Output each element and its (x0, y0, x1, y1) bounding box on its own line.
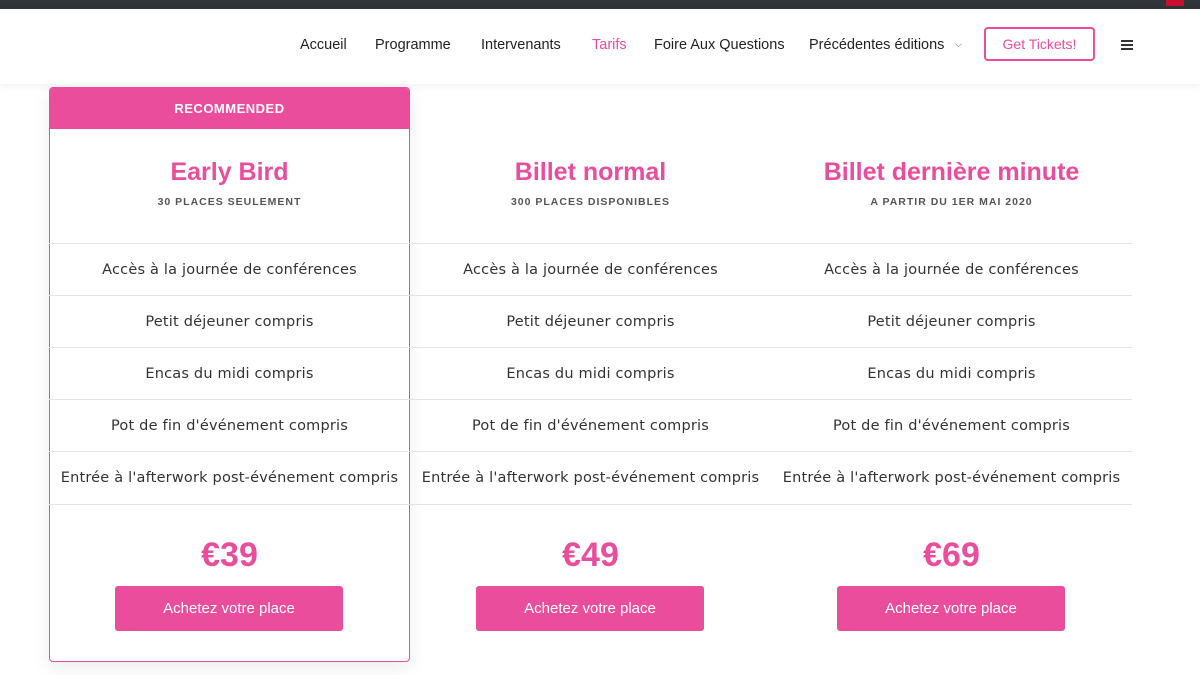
plan-title: Billet dernière minute (823, 158, 1080, 186)
plan-feature: Accès à la journée de conférences (410, 243, 771, 295)
plan-feature: Encas du midi compris (410, 347, 771, 399)
nav-item-accueil[interactable]: Accueil (300, 37, 347, 53)
chevron-down-icon[interactable]: ⌵ (955, 40, 962, 50)
nav-item-programme[interactable]: Programme (375, 37, 451, 53)
plan-feature: Encas du midi compris (771, 347, 1132, 399)
plan-feature: Pot de fin d'événement compris (410, 399, 771, 451)
pricing-plan-billet-normal (410, 0, 771, 675)
plan-title: Early Bird (170, 158, 289, 186)
nav-item-intervenants[interactable]: Intervenants (481, 37, 561, 53)
buy-button[interactable]: Achetez votre place (115, 586, 343, 631)
plan-feature: Encas du midi compris (49, 347, 410, 399)
plan-title: Billet normal (514, 158, 667, 186)
plan-feature: Pot de fin d'événement compris (771, 399, 1132, 451)
plan-price: €49 (562, 536, 619, 574)
plan-price: €39 (201, 536, 258, 574)
plan-subtitle: A PARTIR DU 1ER MAI 2020 (870, 196, 1033, 208)
pricing-plan-early-bird (49, 0, 410, 675)
plan-feature: Accès à la journée de conférences (49, 243, 410, 295)
plan-subtitle: 30 PLACES SEULEMENT (157, 196, 302, 208)
plan-feature: Entrée à l'afterwork post-événement compris (771, 451, 1132, 505)
plan-feature: Accès à la journée de conférences (771, 243, 1132, 295)
plan-feature: Entrée à l'afterwork post-événement compris (410, 451, 771, 505)
get-tickets-button[interactable]: Get Tickets! (984, 27, 1095, 61)
nav-item-precedentes-editions[interactable]: Précédentes éditions (809, 37, 945, 53)
plan-feature: Petit déjeuner compris (771, 295, 1132, 347)
nav-item-faq[interactable]: Foire Aux Questions (654, 37, 785, 53)
language-flag-icon[interactable] (1166, 0, 1184, 6)
recommended-badge: RECOMMENDED (50, 88, 409, 129)
pricing-plan-derniere-minute (771, 0, 1132, 675)
plan-feature: Petit déjeuner compris (49, 295, 410, 347)
buy-button[interactable]: Achetez votre place (476, 586, 704, 631)
plan-price: €69 (923, 536, 980, 574)
plan-feature: Petit déjeuner compris (410, 295, 771, 347)
buy-button[interactable]: Achetez votre place (837, 586, 1065, 631)
plan-feature: Entrée à l'afterwork post-événement compris (49, 451, 410, 505)
nav-item-tarifs[interactable]: Tarifs (592, 37, 627, 53)
plan-subtitle: 300 PLACES DISPONIBLES (510, 196, 671, 208)
plan-feature: Pot de fin d'événement compris (49, 399, 410, 451)
